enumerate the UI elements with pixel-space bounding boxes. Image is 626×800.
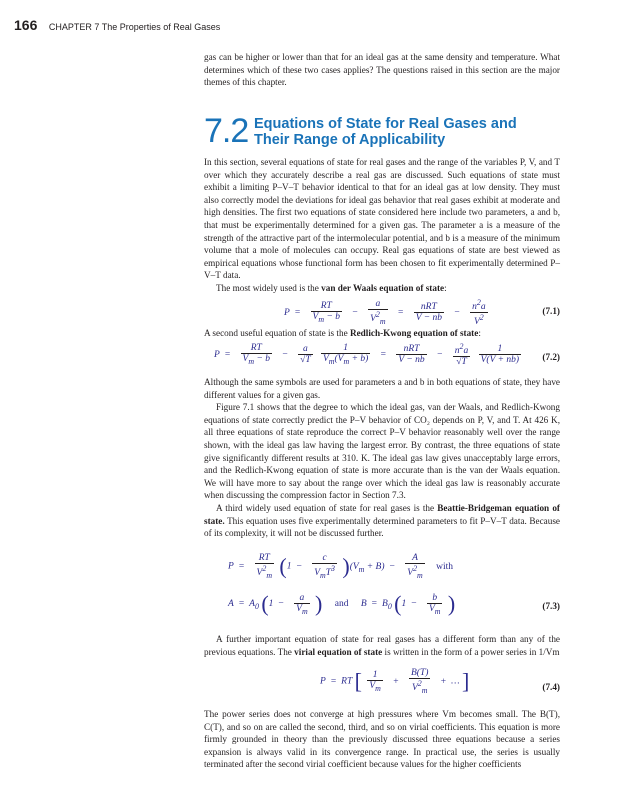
para8-text: The power series does not converge at high pressures where Vm becomes small. The B(T), C(T), and so on are called the second, third, and so on virial coefficients. This equation is more firmly grounded in theory than the previously discussed three equations because a series expansion is always valid in its convergence range. In practical use, the series is usually terminated after the second virial coefficient because values for the higher coefficients	[204, 709, 560, 770]
para2	[204, 282, 560, 295]
para2-pre: The most widely used is the	[216, 282, 322, 293]
section-title-line2: Their Range of Applicability	[254, 132, 446, 148]
para6-pre: A third widely used equation of state for real gases is the	[216, 502, 438, 513]
eq3-with: with	[436, 561, 454, 572]
eq2-body: P = $\frac{RT}{V_m - b}$ − $\frac{a}{√T}$ $\frac{1}{V_m(V_m + b)}$ = $\frac{\text{nRT}}{V - nb}$ − $\frac{n^2a}{√T}$ $\frac{1}{V(V + nb)}$	[214, 342, 520, 368]
section-heading	[204, 113, 584, 153]
equation-7-3	[204, 553, 560, 633]
eq1-number: (7.1)	[542, 306, 560, 316]
para6	[204, 502, 560, 540]
eq3-and: and	[334, 599, 349, 610]
running-header	[14, 17, 220, 33]
eq1-body: P = $\frac{RT}{V_m - b}$ − $\frac{a}{V^2_m}$ = $\frac{\text{nRT}}{V - nb}$ − $\frac{n^2a}{V^2}$	[284, 298, 486, 328]
section-number: 7.2	[204, 112, 249, 150]
para3-pre: A second useful equation of state is the	[204, 328, 350, 338]
para7-post: is written in the form of a power series in 1/Vm	[382, 646, 560, 657]
para4-text: Although the same symbols are used for parameters a and b in both equations of state, they have different values for a given gas.	[204, 377, 560, 400]
para3	[204, 327, 560, 340]
para7-pre: A further important equation of state for real gases has a different form than any of the previous equations. The	[204, 634, 560, 657]
equation-7-2	[204, 342, 560, 372]
para3-post: :	[478, 328, 481, 338]
running-title: CHAPTER 7 The Properties of Real Gases	[48, 22, 221, 32]
term-van-der-waals: van der Waals equation of state	[321, 282, 445, 293]
body-paragraph-7	[204, 633, 560, 658]
term-redlich-kwong: Redlich-Kwong equation of state	[349, 328, 479, 338]
intro-paragraph	[204, 51, 560, 89]
para5-text: Figure 7.1 shows that the degree to which the ideal gas, van der Waals, and Redlich-Kwong equations of state correctly predict the P–V behavior of CO₂ depends on P, V, and T. At 426 K, all three equations of state reproduce the correct P–V behavior reasonably well over the range shown, with the ideal gas law having the largest error. By contrast, the three equations of state give significantly different results at 310. K. The ideal gas law gives unacceptably large errors, and the Redlich-Kwong equation of state is more accurate than is the van der Waals equation. We will have more to say about the range over which the ideal gas law is reasonably accurate when discussing the compression factor in Section 7.3.	[204, 402, 560, 501]
term-beattie-bridgeman: Beattie-Bridgeman equation of state.	[204, 502, 560, 526]
page-number: 166	[14, 17, 38, 33]
eq4-body: P = RT [ $\frac{1}{V_m}$ + $\frac{B(T)}{V^2_m}$ + … ]	[320, 668, 470, 696]
para1-text: In this section, several equations of state for real gases and the range of the variables P, V, and T over which they accurately describe a real gas are discussed. Such equations of state must exhibit a limiting P–V–T behavior identical to that for an ideal gas at low density. They must also correctly model the deviations for ideal gas behavior that real gases exhibit at moderate and high densities. The first two equations of state considered here include two parameters, a and b, that must be experimentally determined for a given gas. The parameter a is a measure of the strength of the attractive part of the intermolecular potential, and b is a measure of the minimum volume that a mole of molecules can occupy. Real gas equations of state are best viewed as empirical equations whose functional form has been chosen to fit experimentally determined P–V–T data.	[204, 157, 560, 281]
section-title-line1: Equations of State for Real Gases and	[254, 116, 517, 132]
term-virial: virial equation of state	[294, 646, 383, 657]
equation-7-4	[204, 668, 560, 708]
para6-post: This equation uses five experimentally determined parameters to fit P–V–T data. Because of its complexity, it will not be discussed further.	[204, 515, 560, 539]
eq3-line2: $A = A_0$ (1 − $\frac{a}{V_m}$ ) and $B = B_0$ (1 − $\frac{b}{V_m}$ )	[228, 591, 456, 616]
eq2-number: (7.2)	[542, 352, 560, 362]
body-paragraph-1	[204, 156, 560, 295]
eq4-number: (7.4)	[542, 682, 560, 692]
section-title	[254, 116, 517, 148]
intro-text: gas can be higher or lower than that for an ideal gas at the same density and temperature. What determines which of these two cases applies? The questions raised in this section are the major themes of this chapter.	[204, 52, 560, 88]
eq3-number: (7.3)	[542, 601, 560, 611]
body-paragraph-4	[204, 376, 560, 540]
eq3-line1: P = $\frac{RT}{V^2_m}$ (1 − $\frac{c}{V_mT^3}$ )$(V_m + B)$ − $\frac{A}{V^2_m}$ with	[228, 553, 454, 581]
body-paragraph-8	[204, 708, 560, 771]
equation-7-1	[204, 298, 560, 328]
para2-post: :	[444, 282, 447, 293]
body-paragraph-3	[204, 327, 560, 340]
para7	[204, 633, 560, 658]
